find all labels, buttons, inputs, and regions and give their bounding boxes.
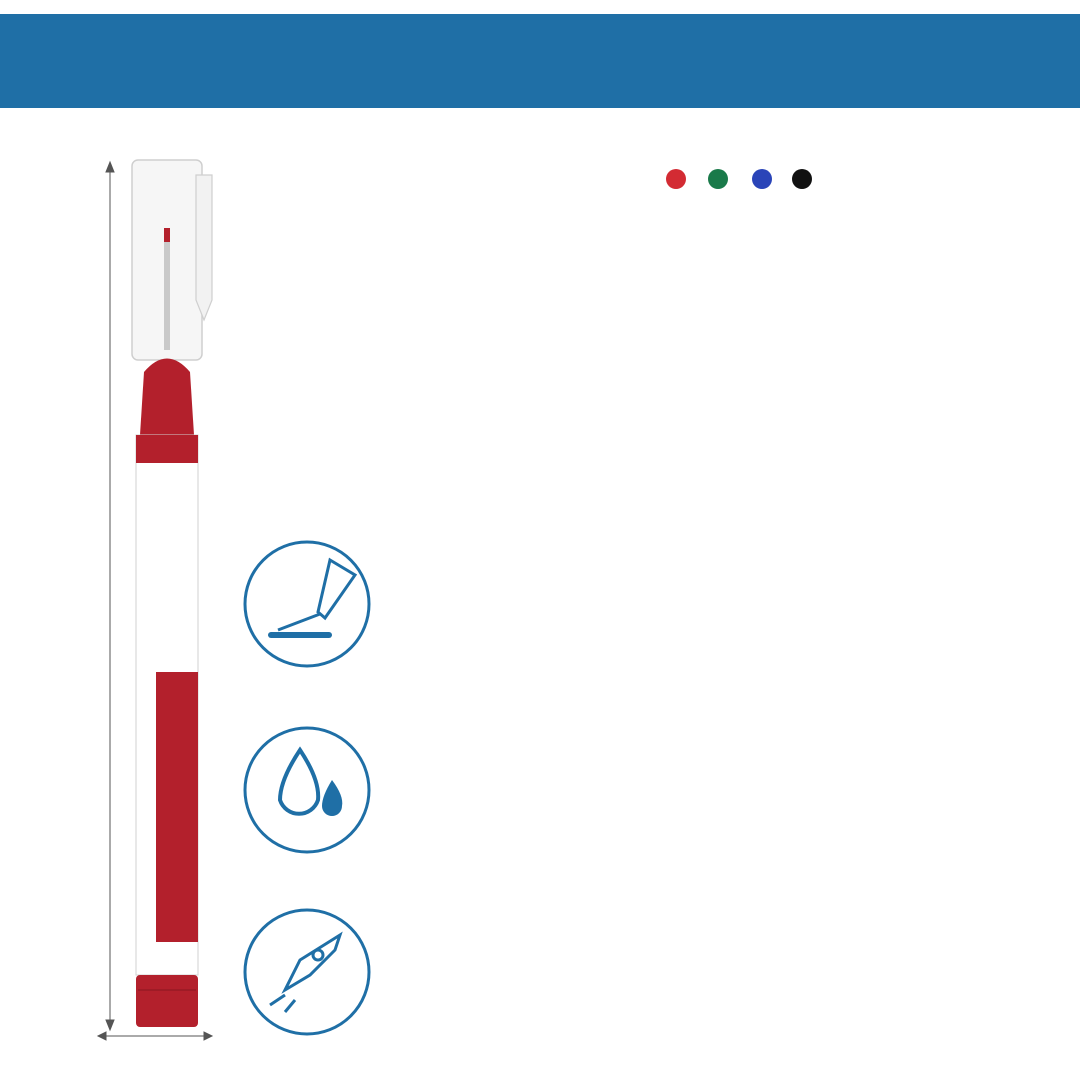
width-dimension-line	[98, 1032, 212, 1040]
feature-circle-3	[245, 910, 369, 1034]
feature-circle-2	[245, 728, 369, 852]
length-dimension-line	[106, 162, 114, 1030]
feature-circle-1	[245, 542, 369, 666]
vertical-marker	[132, 160, 212, 1027]
